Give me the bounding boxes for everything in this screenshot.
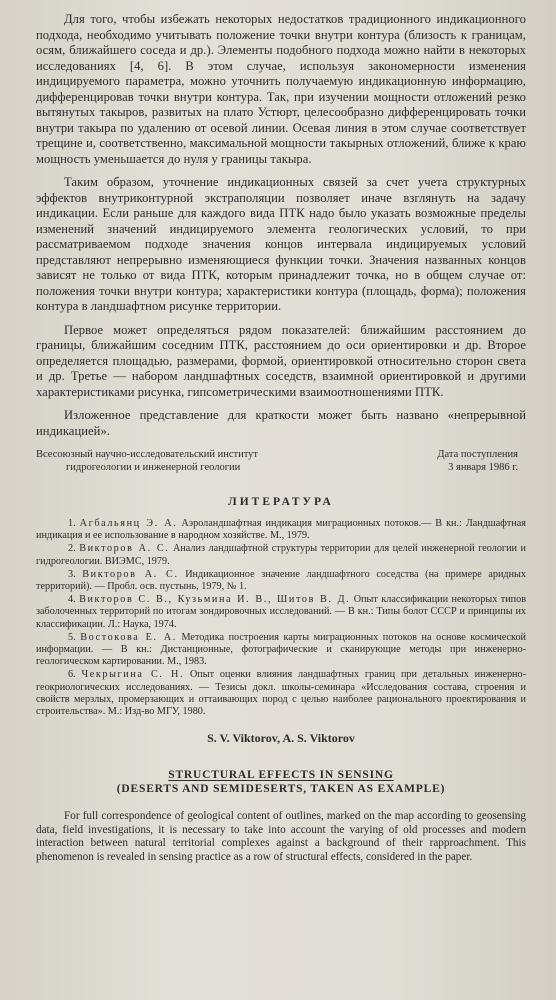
body-paragraph: Для того, чтобы избежать некоторых недостатков традиционного индикационного подхода, необходимо учитывать положение точки внутри контура (близость к границам, осям, ближайшего соседа и др.). Элементы подобного подхода можно найти в некоторых исследованиях [4, 6]. В этом случае, используя закономерности изменения индицируемого параметра, можно уточнить получаемую индикационную информацию, дифференцировав точки внутри контура. Так, при изучении мощности отложений резко вытянутых такыров, развитых на плато Устюрт, целесообразно дифференцировать точки внутри такыра по удалению от осевой линии. Осевая линия в этом случае соответствует трещине и, соответственно, максимальной мощности такырных отложений, ближе к краю мощность уменьшается до нуля у границы такыра. [36,12,526,166]
institution [36,449,258,474]
reference-number: 2. [68,543,80,555]
reference-number: 4. [68,594,80,606]
institution-line: гидрогеологии и инженерной геологии [66,461,241,473]
reference-item [36,543,526,567]
reference-item [36,569,526,593]
reference-text: Индикационное значение ландшафтного соседства (на примере аридных территорий). — Пробл. осв. пустынь, 1979, № 1. [36,568,526,593]
received-date [437,449,526,474]
english-title [36,768,526,796]
reference-author: Викторов С. В., Кузьмина И. В., Шитов В. Д. [79,594,351,606]
reference-item [36,594,526,631]
reference-number: 1. [68,518,80,529]
reference-number: 3. [68,568,83,580]
institution-line: Всесоюзный научно-исследовательский институт [36,449,258,460]
reference-author: Агбальянц Э. А. [79,518,178,529]
reference-author: Викторов А. С. [82,568,179,580]
body-paragraph: Изложенное представление для краткости может быть названо «непрерывной индикацией». [36,408,526,438]
english-title-line: STRUCTURAL EFFECTS IN SENSING [168,769,394,782]
body-paragraph: Таким образом, уточнение индикационных связей за счет учета структурных эффектов внутриконтурной экстраполяции позволяет иначе взглянуть на задачу индикации. Если раньше для каждого вида ПТК надо было указать возможные пределы изменений значений индицируемого элемента геологических условий, то при рассматриваемом подходе значения концов интервала индицируемых условий представляют непрерывно изменяющиеся функции точки. Значения названных концов зависят не только от вида ПТК, которым принадлежит точка, но в общем случае от: положения точки внутри контура; характеристики контура (площадь, форма); положения контура в ландшафтном рисунке территории. [36,175,526,313]
received-value: 3 января 1986 г. [448,461,518,473]
received-label: Дата поступления [437,449,518,460]
english-abstract: For full correspondence of geological content of outlines, marked on the map according to geosensing data, field investigations, it is necessary to take into account the varying of old processes and modern interaction between natural territorial complexes against a background of their rapproachment. This phenomenon is revealed in sensing practice as a row of structural effects, considered in the paper. [36,810,526,864]
reference-text: Анализ ландшафтной структуры территории для целей инженерной геологии и гидрогеологии. ВИЭМС, 1979. [36,543,527,567]
reference-text: Аэроландшафтная индикация миграционных потоков.— В кн.: Ландшафтная индикация и ее использование в народном хозяйстве. М., 1979. [36,518,526,542]
reference-text: Опыт оценки влияния ландшафтных границ при детальных инженерно-геокриологических исследованиях. — Тезисы докл. школы-семинара «Исследования состава, строения и свойств мерзлых, промерзающих и оттаивающих пород с целью наиболее рационального проектирования и строительства». М.: Изд-во МГУ, 1980. [36,669,526,718]
body-paragraph: Первое может определяться рядом показателей: ближайшим расстоянием до границы, ближайшим соседним ПТК, расстоянием до оси ориентировки и др. Второе определяется площадью, размерами, формой, ориентировкой относительно сторон света и др. Третье — набором ландшафтных соседств, взаимной ориентировкой и другими характеристиками рисунка, гипсометрическими взаимоотношениями ПТК. [36,322,526,399]
literature-heading: ЛИТЕРАТУРА [228,496,334,508]
reference-item [36,632,526,669]
reference-text: Методика построения карты миграционных потоков на основе космической информации. — В кн.: Дистанционные, фотографические и сканирующие методы при инженерно-геологическом картировании. М., 1983. [36,631,527,668]
english-authors: S. V. Viktorov, A. S. Viktorov [207,731,355,746]
reference-author: Востокова Е. А. [80,631,177,643]
article-body [36,12,526,439]
affiliation-block [36,449,526,474]
reference-text: Опыт классификации некоторых типов заболоченных территорий по итогам зондировочных исследований. — В кн.: Типы болот СССР и принципы их классификации. Л.: Наука, 1974. [36,594,527,630]
reference-author: Чекрыгина С. Н. [81,669,185,681]
english-title-line: (DESERTS AND SEMIDESERTS, TAKEN AS EXAMPLE) [116,783,446,796]
reference-item [36,518,526,542]
reference-number: 5. [68,631,81,643]
reference-list [36,518,526,718]
reference-number: 6. [68,669,82,681]
reference-item [36,669,526,718]
reference-author: Викторов А. С. [79,543,170,555]
